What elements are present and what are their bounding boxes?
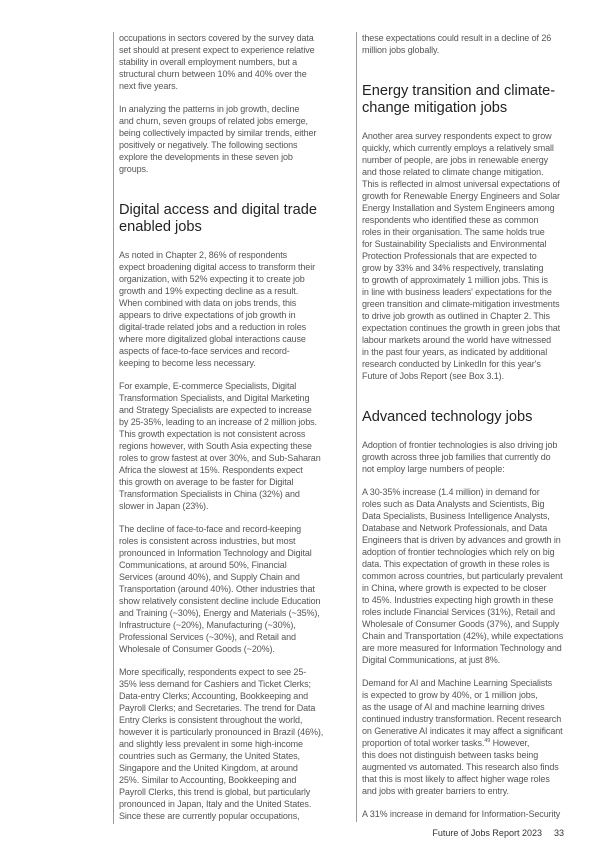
paragraph: The decline of face-to-face and record-keeping roles is consistent across industries, but most pronounced in Information Technology and Digital Communications, at around 50%, Financial Services (around 40%), and Supply Chain and Transportation (around 40%). Other industries that show relatively consistent decline include Education and Training (~30%), Energy and Materials (~35%), Infrastructure (~20%), Manufacturing (~30%), Professional Services (~30%), and Retail and Wholesale of Consumer Goods (~20%). (119, 524, 321, 654)
paragraph (362, 677, 600, 797)
paragraph: Adoption of frontier technologies is also driving job growth across three job families that currently do not employ large numbers of people: (362, 440, 558, 474)
right-column (356, 32, 600, 822)
paragraph: occupations in sectors covered by the survey data set should at present expect to experience relative stability in overall employment numbers, but a structural churn between 10% and 40% over the next five years. (119, 33, 315, 91)
paragraph: More specifically, respondents expect to see 25- 35% less demand for Cashiers and Ticket Clerks; Data-entry Clerks; Accounting, Bookkeeping and Payroll Clerks; and Secretaries. The trend for Data Entry Clerks is consistent throughout the world, however it is particularly pronounced in Brazil (46%), and slightly less prevalent in some high-income countries such as Germany, the United States, Singapore and the United Kingdom, at around 25%. Similar to Accounting, Bookkeeping and Payroll Clerks, this trend is global, but particularly pronounced in Japan, Italy and the United States. Since these are currently popular occupations, (119, 667, 324, 821)
left-column (113, 32, 359, 824)
paragraph: As noted in Chapter 2, 86% of respondents expect broadening digital access to transform their organization, with 52% expecting it to create job growth and 19% expecting decline as a result. When combined with data on jobs trends, this appears to drive expectations of job growth in digital-trade related jobs and a reduction in roles where more digitalized global interactions cause aspects of face-to-face services and record- keeping to become less necessary. (119, 250, 316, 368)
paragraph: In analyzing the patterns in job growth, decline and churn, seven groups of related jobs emerge, being collectively impacted by similar trends, either positively or negatively. The following sections explore the developments in these seven job groups. (119, 104, 317, 174)
paragraph: For example, E-commerce Specialists, Digital Transformation Specialists, and Digital Marketing and Strategy Specialists are expected to increase by 25-35%, leading to an increase of 2 million jobs. This growth expectation is not consistent across regions however, with South Asia expecting these roles to grow fastest at over 30%, and Sub-Saharan Africa the slowest at 15%. Respondents expect this growth on average to be faster for Digital Transformation Specialists in China (32%) and slower in Japan (23%). (119, 381, 321, 511)
paragraph: A 30-35% increase (1.4 million) in demand for roles such as Data Analysts and Scientists, Big Data Specialists, Business Intelligence Analysts, Database and Network Professionals, and Data Engineers that is driven by advances and growth in adoption of frontier technologies which rely on big data. This expectation of growth in these roles is common across countries, but particularly prevalent in China, where growth is expected to be closer to 45%. Industries expecting high growth in these roles include Financial Services (31%), Retail and Wholesale of Consumer Goods (37%), and Supply Chain and Transportation (42%), while expectations are more measured for Information Technology and Digital Communications, at just 8%. (362, 487, 564, 665)
section-heading-energy-transition: Energy transition and climate- change mitigation jobs (362, 83, 556, 116)
footnote-reference[interactable]: 49 (484, 738, 491, 744)
paragraph: these expectations could result in a decline of 26 million jobs globally. (362, 33, 552, 55)
paragraph: Another area survey respondents expect to grow quickly, which currently employs a relatively small number of people, are jobs in renewable energy and those related to climate change mitigation. This is reflected in almost universal expectations of growth for Renewable Energy Engineers and Solar Energy Installation and System Engineers among respondents who identified these as common roles in their organisation. The same holds true for Sustainability Specialists and Environmental Protection Professionals that are expected to grow by 33% and 34% respectively, translating to growth of approximately 1 million jobs. This is in line with business leaders' expectations for the green transition and climate-mitigation investments to drive job growth as outlined in Chapter 2. This expectation continues the growth in green jobs that labour markets around the world have witnessed in the past four years, as indicated by additional research conducted by LinkedIn for this year's Future of Jobs Report (see Box 3.1). (362, 131, 561, 381)
page-footer (432, 828, 564, 839)
paragraph: A 31% increase in demand for Information-Security (362, 809, 561, 819)
paragraph-text: Demand for AI and Machine Learning Specialists is expected to grow by 40%, or 1 million jobs, as the usage of AI and machine learning drives continued industry transformation. Recent research on Generative AI indicates it may affect a significant proportion of total worker tasks. (362, 678, 563, 748)
section-heading-digital-access: Digital access and digital trade enabled jobs (119, 202, 317, 235)
section-heading-advanced-technology: Advanced technology jobs (362, 409, 533, 425)
report-title: Future of Jobs Report 2023 (432, 828, 542, 838)
paragraph-text: However, this does not distinguish between tasks being augmented vs automated. This research also finds that this is most likely to affect higher wage roles and jobs with greater barriers to entry. (362, 738, 559, 796)
page-number: 33 (553, 828, 564, 838)
